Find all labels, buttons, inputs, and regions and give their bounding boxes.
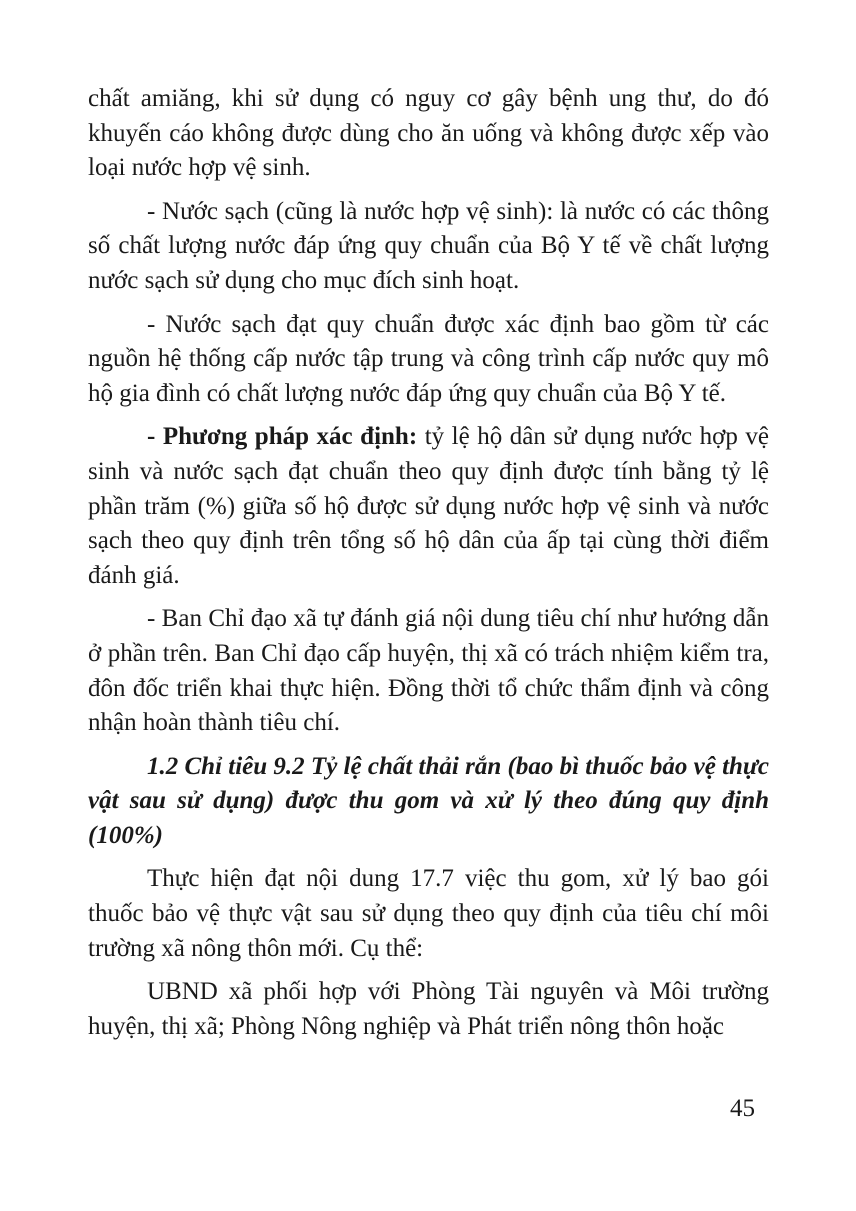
paragraph-clean-water-definition: - Nước sạch (cũng là nước hợp vệ sinh): là nước có các thông số chất lượng nước đáp ứng quy chuẩn của Bộ Y tế về chất lượng nước sạch sử dụng cho mục đích sinh hoạt.: [88, 197, 769, 294]
paragraph-clean-water-standard: - Nước sạch đạt quy chuẩn được xác định bao gồm từ các nguồn hệ thống cấp nước tập trung và công trình cấp nước quy mô hộ gia đình có chất lượng nước đáp ứng quy chuẩn của Bộ Y tế.: [88, 310, 769, 407]
paragraph-commune-coordination: UBND xã phối hợp với Phòng Tài nguyên và Môi trường huyện, thị xã; Phòng Nông nghiệp và Phát triển nông thôn hoặc: [88, 978, 769, 1040]
page-body: [88, 82, 769, 1053]
method-text: tỷ lệ hộ dân sử dụng nước hợp vệ sinh và nước sạch đạt chuẩn theo quy định được tính bằng tỷ lệ phần trăm (%) giữa số hộ được sử dụng nước hợp vệ sinh và nước sạch theo quy định trên tổng số hộ dân của ấp tại cùng thời điểm đánh giá.: [88, 423, 769, 589]
paragraph-method: [88, 420, 769, 593]
paragraph-implementation: Thực hiện đạt nội dung 17.7 việc thu gom, xử lý bao gói thuốc bảo vệ thực vật sau sử dụng theo quy định của tiêu chí môi trường xã nông thôn mới. Cụ thể:: [88, 865, 769, 962]
paragraph-asbestos-note: chất amiăng, khi sử dụng có nguy cơ gây bệnh ung thư, do đó khuyến cáo không được dùng cho ăn uống và không được xếp vào loại nước hợp vệ sinh.: [88, 85, 769, 182]
page-number: 45: [730, 1095, 755, 1122]
section-heading-9-2: 1.2 Chỉ tiêu 9.2 Tỷ lệ chất thải rắn (bao bì thuốc bảo vệ thực vật sau sử dụng) được thu gom và xử lý theo đúng quy định (100%): [88, 752, 769, 849]
method-label: - Phương pháp xác định:: [147, 423, 418, 451]
paragraph-steering-committee: - Ban Chỉ đạo xã tự đánh giá nội dung tiêu chí như hướng dẫn ở phần trên. Ban Chỉ đạo cấp huyện, thị xã có trách nhiệm kiểm tra, đôn đốc triển khai thực hiện. Đồng thời tổ chức thẩm định và công nhận hoàn thành tiêu chí.: [88, 605, 769, 737]
